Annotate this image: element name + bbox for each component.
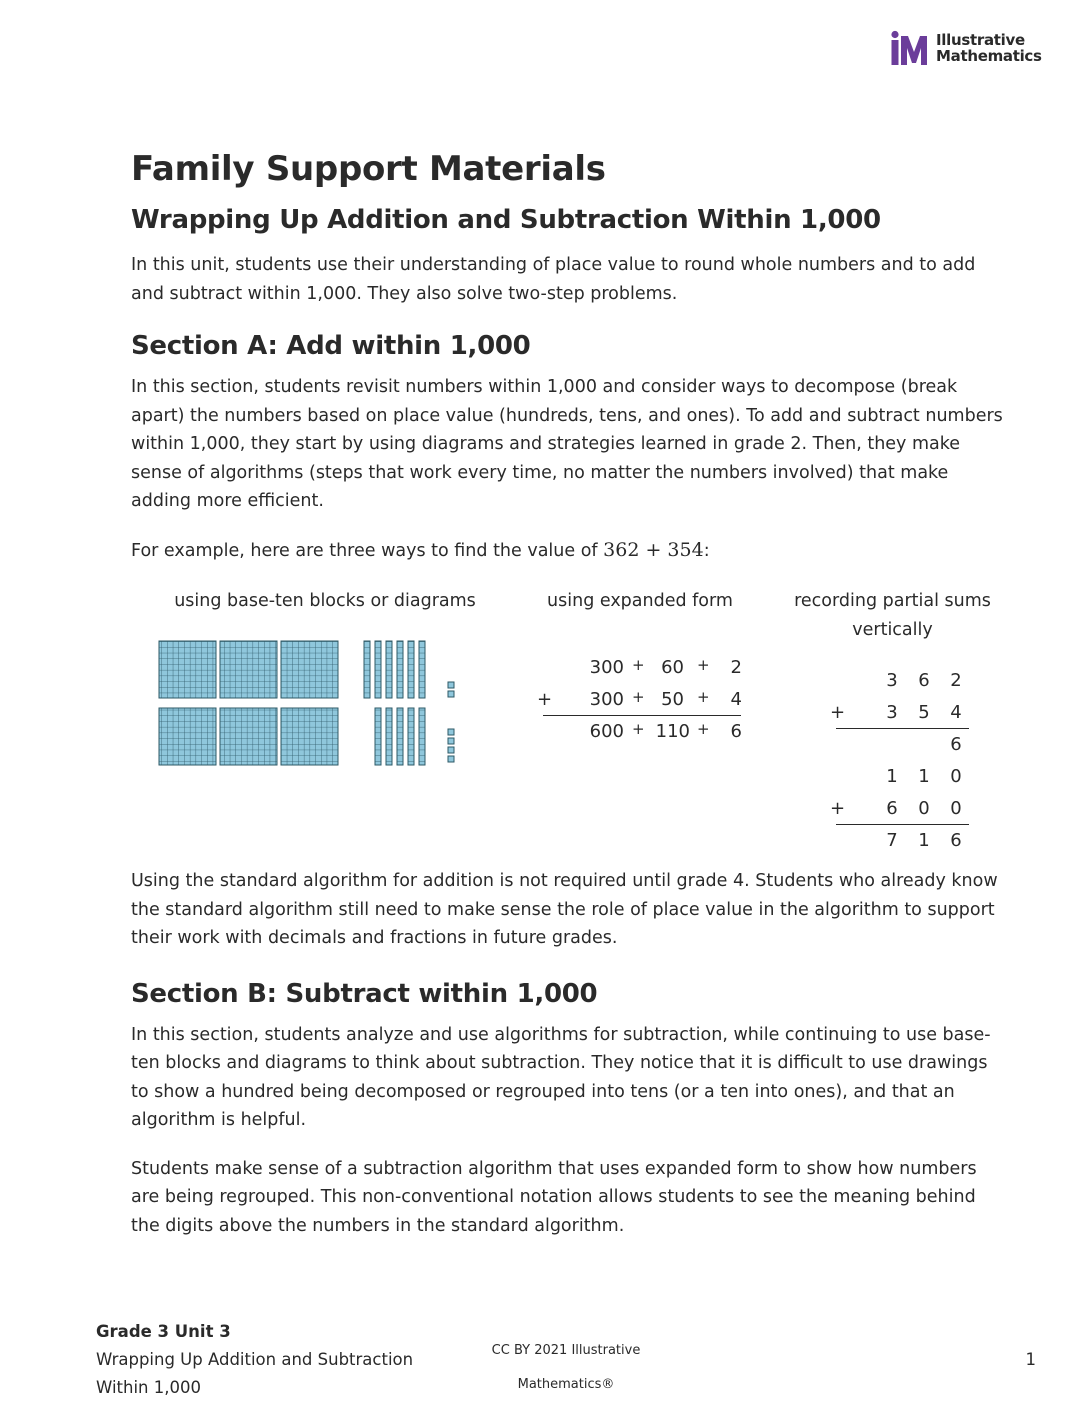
partial-digit: 0	[918, 798, 930, 819]
expanded-cell: 300	[589, 689, 624, 710]
example-expression: 362 + 354	[603, 538, 704, 561]
ten-rod	[419, 708, 425, 765]
expanded-cell: 600	[589, 721, 624, 742]
partial-digit: 6	[918, 670, 930, 691]
section-b-paragraph-1: In this section, students analyze and use algorithms for subtraction, while continuing to use base-ten blocks and diagrams to think about subtraction. They notice that it is difficult to use drawings to show a hundred being decomposed or regrouped into tens (or a ten into ones), and that an algorithm is helpful.	[131, 1024, 991, 1130]
example-prefix: For example, here are three ways to find the value of	[131, 540, 604, 561]
col-label-blocks: using base-ten blocks or diagrams	[174, 591, 476, 611]
partial-digit: 3	[886, 702, 898, 723]
unit-heading: Wrapping Up Addition and Subtraction Within 1,000	[131, 205, 881, 235]
hundred-flat	[220, 641, 277, 698]
ten-rod	[386, 708, 392, 765]
one-unit	[448, 729, 454, 735]
one-unit	[448, 747, 454, 753]
footer-license-line2: Mathematics®	[517, 1377, 615, 1392]
expanded-op: +	[697, 656, 710, 674]
partial-digit: 6	[886, 798, 898, 819]
partial-line-1	[836, 728, 969, 729]
hundred-flat	[281, 641, 338, 698]
ten-rod	[408, 708, 414, 765]
footer-unit: Grade 3 Unit 3	[96, 1322, 231, 1341]
expanded-op: +	[632, 688, 645, 706]
logo-line1: Illustrative	[936, 31, 1025, 49]
ten-rod	[419, 641, 425, 698]
page-number: 1	[1025, 1350, 1036, 1369]
ten-rod	[397, 641, 403, 698]
partial-digit: 7	[886, 830, 898, 851]
section-a-paragraph: In this section, students revisit numbers within 1,000 and consider ways to decompose (break apart) the numbers based on place value (hundreds, tens, and ones). To add and subtract numbers within 1,000, they start by using diagrams and strategies learned in grade 2. Then, they make sense of algorithms (steps that work every time, no matter the numbers involved) that make adding more efficient.	[131, 377, 1003, 511]
expanded-op: +	[537, 689, 553, 710]
ten-rod	[375, 708, 381, 765]
expanded-cell: 6	[730, 721, 742, 742]
base-ten-blocks-diagram	[150, 630, 470, 775]
hundred-flat	[159, 641, 216, 698]
partial-digit: 0	[950, 766, 962, 787]
ten-rod	[386, 641, 392, 698]
one-unit	[448, 682, 454, 688]
partial-digit: 1	[918, 766, 930, 787]
partial-digit: 1	[886, 766, 898, 787]
col-label-partial-line1: recording partial sums	[794, 591, 991, 611]
partial-digit: 3	[886, 670, 898, 691]
footer-license	[466, 1334, 666, 1402]
footer-unit-info	[96, 1318, 456, 1402]
logo-text	[936, 32, 1042, 64]
ten-rod	[364, 641, 370, 698]
partial-digit: 6	[950, 734, 962, 755]
section-b-heading: Section B: Subtract within 1,000	[131, 978, 598, 1009]
standard-algorithm-paragraph: Using the standard algorithm for addition is not required until grade 4. Students who already know the standard algorithm still need to make sense the role of place value in the algorithm to support their work with decimals and fractions in future grades.	[131, 871, 998, 948]
expanded-op: +	[632, 656, 645, 674]
example-suffix: :	[703, 540, 710, 561]
expanded-op: +	[697, 688, 710, 706]
section-b-paragraph-2: Students make sense of a subtraction algorithm that uses expanded form to show how numbers are being regrouped. This non-conventional notation allows students to see the meaning behind the digits above the numbers in the standard algorithm.	[131, 1158, 977, 1236]
partial-line-2	[836, 824, 969, 825]
hundred-flat	[281, 708, 338, 765]
expanded-op: +	[697, 720, 710, 738]
hundred-flat	[159, 708, 216, 765]
intro-paragraph: In this unit, students use their understanding of place value to round whole numbers and to add and subtract within 1,000. They also solve two-step problems.	[131, 255, 976, 304]
ten-rod	[408, 641, 414, 698]
one-unit	[448, 691, 454, 697]
col-label-expanded: using expanded form	[547, 591, 733, 611]
ten-rod	[375, 641, 381, 698]
expanded-cell: 50	[661, 689, 684, 710]
logo-line2: Mathematics	[936, 47, 1042, 65]
hundred-flat	[220, 708, 277, 765]
expanded-cell: 4	[730, 689, 742, 710]
ten-rod	[397, 708, 403, 765]
partial-digit: 1	[918, 830, 930, 851]
partial-digit: 0	[950, 798, 962, 819]
footer-license-line1: CC BY 2021 Illustrative	[491, 1343, 641, 1358]
lower-content	[131, 867, 1006, 1240]
col-label-partial	[775, 587, 1010, 645]
expanded-op: +	[632, 720, 645, 738]
section-a-heading: Section A: Add within 1,000	[131, 331, 531, 361]
main-content	[131, 140, 1006, 565]
expanded-cell: 110	[655, 721, 690, 742]
expanded-sum-line	[543, 715, 741, 716]
page-title: Family Support Materials	[131, 149, 606, 189]
partial-digit: 5	[918, 702, 930, 723]
col-label-partial-line2: vertically	[852, 620, 933, 640]
expanded-cell: 2	[730, 657, 742, 678]
expanded-cell: 60	[661, 657, 684, 678]
partial-digit: 2	[950, 670, 962, 691]
im-logo-icon	[888, 30, 934, 66]
logo	[888, 30, 1048, 66]
one-unit	[448, 756, 454, 762]
footer-unit-title: Wrapping Up Addition and Subtraction Within 1,000	[96, 1350, 414, 1397]
partial-digit: 4	[950, 702, 962, 723]
partial-op: +	[830, 798, 846, 819]
example-line	[131, 536, 1006, 566]
partial-op: +	[830, 702, 846, 723]
partial-digit: 6	[950, 830, 962, 851]
one-unit	[448, 738, 454, 744]
expanded-cell: 300	[589, 657, 624, 678]
